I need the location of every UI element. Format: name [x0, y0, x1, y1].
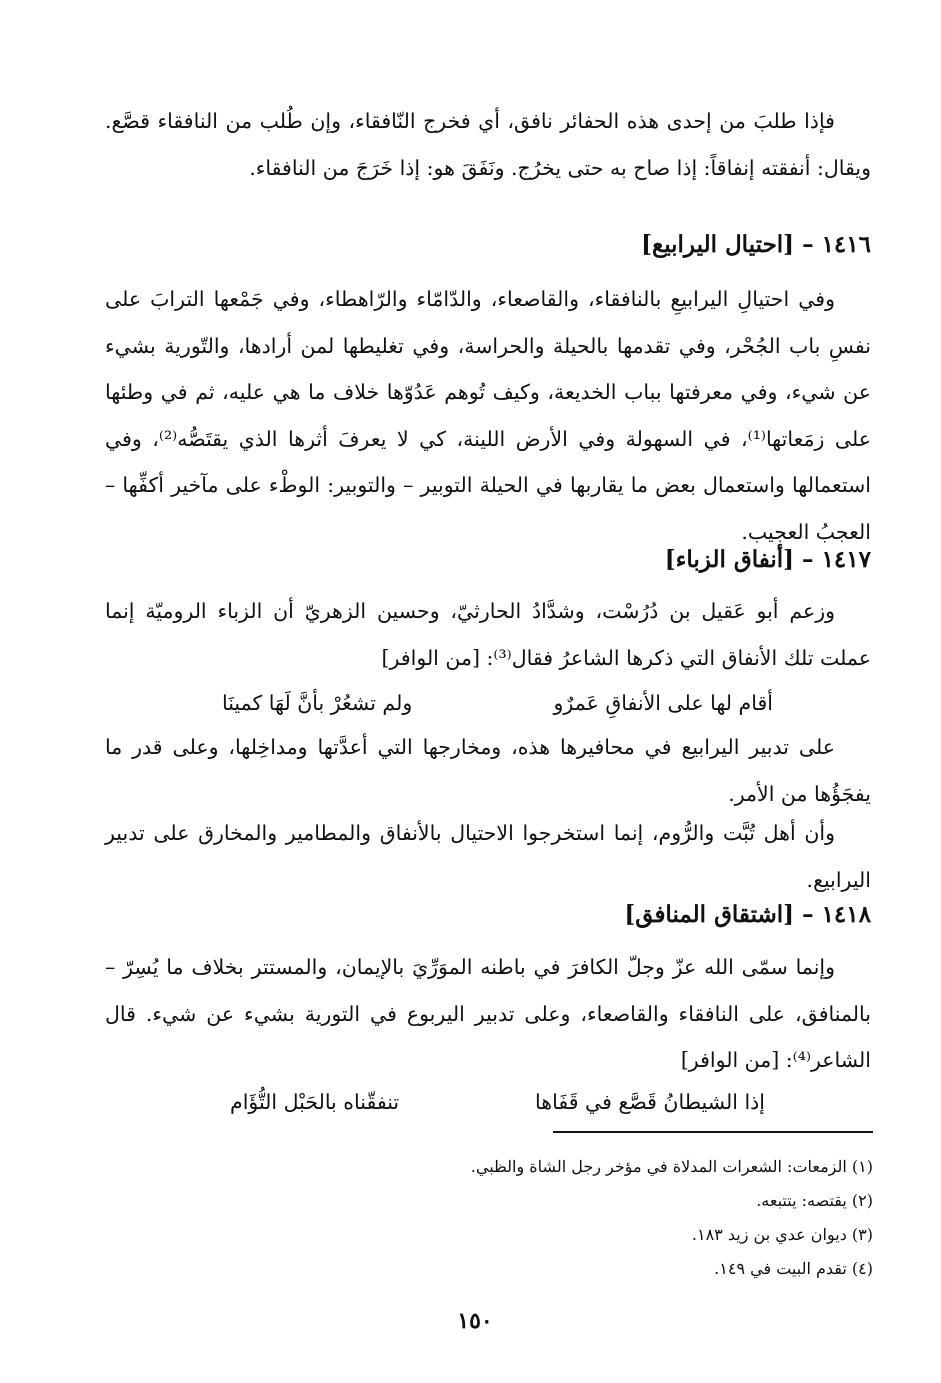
verse-2-second-hemistich: تنفقّناه بالحَبْل التُّؤَام	[230, 1090, 400, 1114]
paragraph-munafiq-derivation: وإنما سمّى الله عزّ وجلّ الكافرَ في باطنه الموَرِّيَ بالإيمان، والمستتر بخلاف ما يُسِرّ – بالمنافق، على النافقاء والقاصعاء، وعلى تدبير اليربوع في التورية بشيء عن شيء. قال الشاعر⁽⁴⁾: [من الوافر]	[105, 955, 871, 1072]
verse-2-first-hemistich: إذا الشيطانُ قَصَّع في قَفَاها	[535, 1090, 765, 1114]
heading-1417: ١٤١٧ – [أنفاق الزباء]	[664, 546, 871, 573]
paragraph-tibet-rome: وأن أهل تُبَّت والرُّوم، إنما استخرجوا الاحتيال بالأنفاق والمطامير والمخارق على تدبير اليرابيع.	[105, 821, 871, 892]
paragraph-yarabi-tricks: وفي احتيالِ اليرابيعِ بالنافقاء، والقاصعاء، والدّامّاء والرّاهطاء، وفي جَمْعها الترابَ على نفسِ باب الجُحْر، وفي تقدمها بالحيلة والحراسة، وفي تغليطها لمن أرادها، والتّورية بشيء عن شيء، وفي معرفتها بباب الخديعة، وكيف تُوهم عَدُوّها خلاف ما هي عليه، ثم في وطئها على زمَعاتها⁽¹⁾، في السهولة وفي الأرض اللينة، كي لا يعرفَ أثرها الذي يقتَصُّه⁽²⁾، وفي استعمالها واستعمال بعض ما يقاربها في الحيلة التوبير – والتوبير: الوطْء على مآخير أكفِّها – العجبُ العجيب.	[105, 287, 871, 544]
footnote-1: (١) الزمعات: الشعرات المدلاة في مؤخر رجل الشاة والظبي.	[470, 1157, 873, 1176]
verse-1-first-hemistich: أقام لها على الأنفاقِ عَمرٌو	[553, 691, 773, 715]
footnote-3: (٣) ديوان عدي بن زيد ١٨٣.	[691, 1225, 873, 1244]
footnote-separator	[553, 1131, 873, 1133]
verse-1-second-hemistich: ولم تشعُرْ بأنَّ لَهَا كمينَا	[222, 691, 413, 715]
page-number: ١٥٠	[457, 1308, 493, 1334]
heading-1416: ١٤١٦ – [احتيال اليرابيع]	[641, 231, 871, 258]
footnote-4: (٤) تقدم البيت في ١٤٩.	[714, 1259, 873, 1278]
paragraph-zabba-tunnels: وزعم أبو عَقيل بن دُرُسْت، وشدَّادُ الحارثيّ، وحسين الزهريّ أن الزباء الروميّة إنما عملت تلك الأنفاق التي ذكرها الشاعرُ فقال⁽³⁾: [من الوافر]	[105, 599, 871, 670]
heading-1418: ١٤١٨ – [اشتقاق المنافق]	[624, 901, 871, 928]
paragraph-nafiqa: فإذا طلبَ من إحدى هذه الحفائر نافق، أي فخرج النّافقاء، وإن طُلب من النافقاء قصَّع. ويقال: أنفقته إنفاقاً: إذا صاح به حتى يخرُج. ونَفَقَ هو: إذا خَرَجَ من النافقاء.	[105, 109, 871, 180]
footnote-2: (٢) يقتصه: يتتبعه.	[756, 1191, 873, 1210]
paragraph-burrow-design: على تدبير اليرابيع في محافيرها هذه، ومخارجها التي أعدَّتها ومداخِلها، وعلى قدر ما يفجَؤُها من الأمر.	[105, 735, 871, 806]
